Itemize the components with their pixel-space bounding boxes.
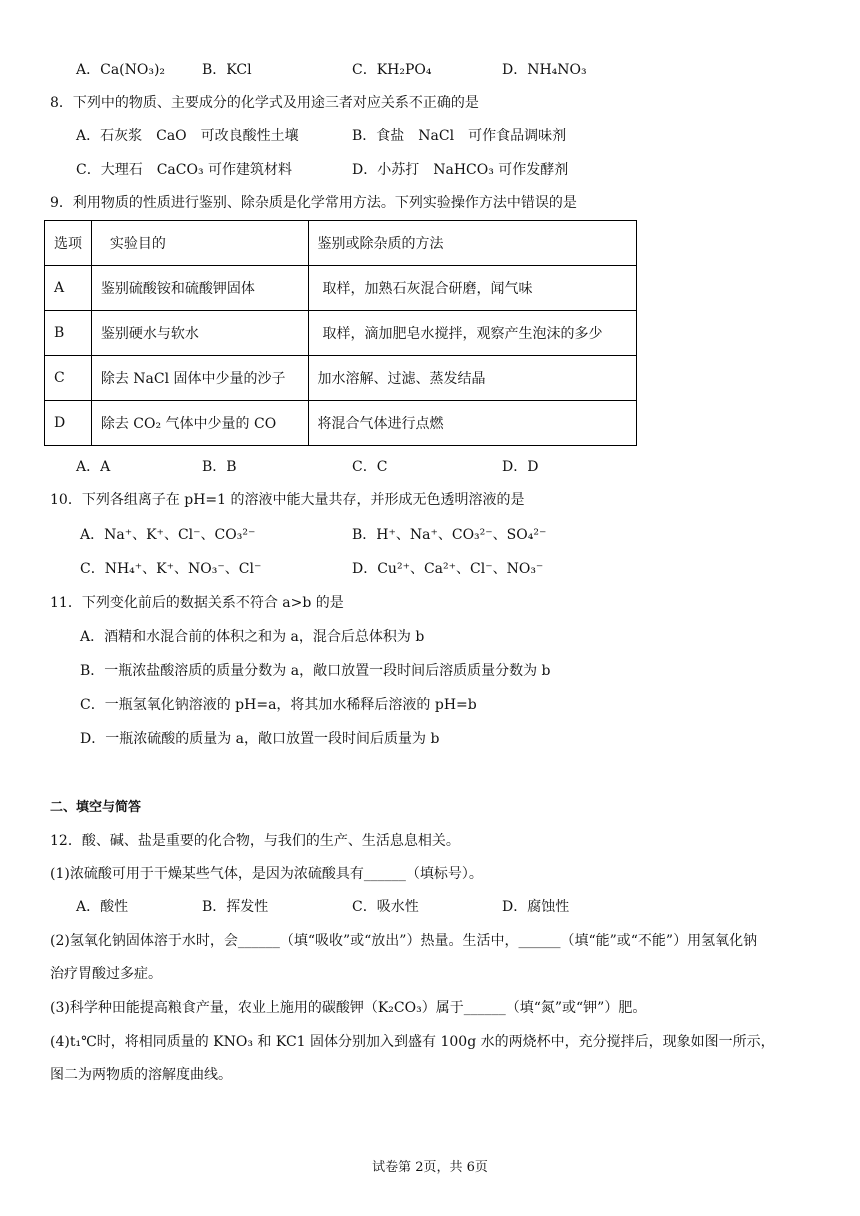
- table-header-row: [45, 221, 637, 266]
- q12-part1: (1)浓硫酸可用于干燥某些气体，是因为浓硫酸具有______（填标号）。: [50, 866, 483, 882]
- table-row: [45, 266, 637, 311]
- q7-option-d: D．NH₄NO₃: [502, 62, 587, 78]
- q12-part1-option-a: A．酸性: [76, 899, 129, 915]
- q7-option-a: A．Ca(NO₃)₂: [76, 62, 166, 78]
- q12-part3: (3)科学种田能提高粮食产量，农业上施用的碳酸钾（K₂CO₃）属于______（填“氮”或“钾”）肥。: [50, 1000, 647, 1016]
- q8-option-d: D．小苏打 NaHCO₃ 可作发酵剂: [352, 162, 569, 178]
- table-cell: C: [45, 356, 92, 401]
- q12-part2-line1: (2)氢氧化钠固体溶于水时，会______（填“吸收”或“放出”）热量。生活中，______（填“能”或“不能”）用氢氧化钠: [50, 933, 758, 949]
- q9-stem: 9．利用物质的性质进行鉴别、除杂质是化学常用方法。下列实验操作方法中错误的是: [50, 195, 577, 211]
- table-cell: 除去 CO₂ 气体中少量的 CO: [91, 401, 308, 446]
- table-row: [45, 401, 637, 446]
- table-row: [45, 356, 637, 401]
- q11-stem: 11．下列变化前后的数据关系不符合 a>b 的是: [50, 595, 344, 611]
- q9-option-a: A．A: [76, 459, 111, 475]
- q10-option-c: C．NH₄⁺、K⁺、NO₃⁻、Cl⁻: [80, 561, 262, 577]
- table-cell: 鉴别硫酸铵和硫酸钾固体: [91, 266, 308, 311]
- table-cell: 加水溶解、过滤、蒸发结晶: [308, 356, 636, 401]
- q12-part4-line1: (4)t₁℃时，将相同质量的 KNO₃ 和 KC1 固体分别加入到盛有 100g 水的两烧杯中，充分搅拌后，现象如图一所示，: [50, 1034, 775, 1050]
- q12-part1-option-c: C．吸水性: [352, 899, 419, 915]
- q10-stem: 10．下列各组离子在 pH=1 的溶液中能大量共存，并形成无色透明溶液的是: [50, 492, 525, 508]
- q9-option-c: C．C: [352, 459, 388, 475]
- q9-option-d: D．D: [502, 459, 539, 475]
- q8-option-a: A．石灰浆 CaO 可改良酸性土壤: [76, 128, 299, 144]
- q10-option-d: D．Cu²⁺、Ca²⁺、Cl⁻、NO₃⁻: [352, 561, 544, 577]
- q10-option-b: B．H⁺、Na⁺、CO₃²⁻、SO₄²⁻: [352, 527, 547, 543]
- q7-option-b: B．KCl: [202, 62, 252, 78]
- q12-part1-option-b: B．挥发性: [202, 899, 269, 915]
- table-cell: 将混合气体进行点燃: [308, 401, 636, 446]
- q11-option-d: D．一瓶浓硫酸的质量为 a，敞口放置一段时间后质量为 b: [80, 731, 440, 747]
- q11-option-c: C．一瓶氢氧化钠溶液的 pH=a，将其加水稀释后溶液的 pH=b: [80, 697, 477, 713]
- table-cell: 取样，滴加肥皂水搅拌，观察产生泡沫的多少: [308, 311, 636, 356]
- q8-option-c: C．大理石 CaCO₃ 可作建筑材料: [76, 162, 293, 178]
- q11-option-b: B．一瓶浓盐酸溶质的质量分数为 a，敞口放置一段时间后溶质质量分数为 b: [80, 663, 551, 679]
- q9-option-b: B．B: [202, 459, 237, 475]
- q12-part1-option-d: D．腐蚀性: [502, 899, 570, 915]
- table-cell: 除去 NaCl 固体中少量的沙子: [91, 356, 308, 401]
- table-header-cell: 鉴别或除杂质的方法: [308, 221, 636, 266]
- section-title: 二、填空与简答: [50, 800, 142, 815]
- q11-option-a: A．酒精和水混合前的体积之和为 a，混合后总体积为 b: [80, 629, 425, 645]
- q8-stem: 8．下列中的物质、主要成分的化学式及用途三者对应关系不正确的是: [50, 95, 479, 111]
- q8-option-b: B．食盐 NaCl 可作食品调味剂: [352, 128, 567, 144]
- table-header-cell: 实验目的: [91, 221, 308, 266]
- q12-stem: 12．酸、碱、盐是重要的化合物，与我们的生产、生活息息相关。: [50, 833, 460, 849]
- q12-part2-line2: 治疗胃酸过多症。: [50, 966, 162, 982]
- page-footer: 试卷第 2页，共 6页: [372, 1160, 488, 1175]
- table-cell: 取样，加熟石灰混合研磨，闻气味: [308, 266, 636, 311]
- q12-part4-line2: 图二为两物质的溶解度曲线。: [50, 1067, 232, 1083]
- table-cell: B: [45, 311, 92, 356]
- table-cell: A: [45, 266, 92, 311]
- q7-option-c: C．KH₂PO₄: [352, 62, 432, 78]
- table-cell: 鉴别硬水与软水: [91, 311, 308, 356]
- table-header-cell: 选项: [45, 221, 92, 266]
- q9-table: [44, 220, 637, 446]
- table-cell: D: [45, 401, 92, 446]
- q10-option-a: A．Na⁺、K⁺、Cl⁻、CO₃²⁻: [80, 527, 256, 543]
- table-row: [45, 311, 637, 356]
